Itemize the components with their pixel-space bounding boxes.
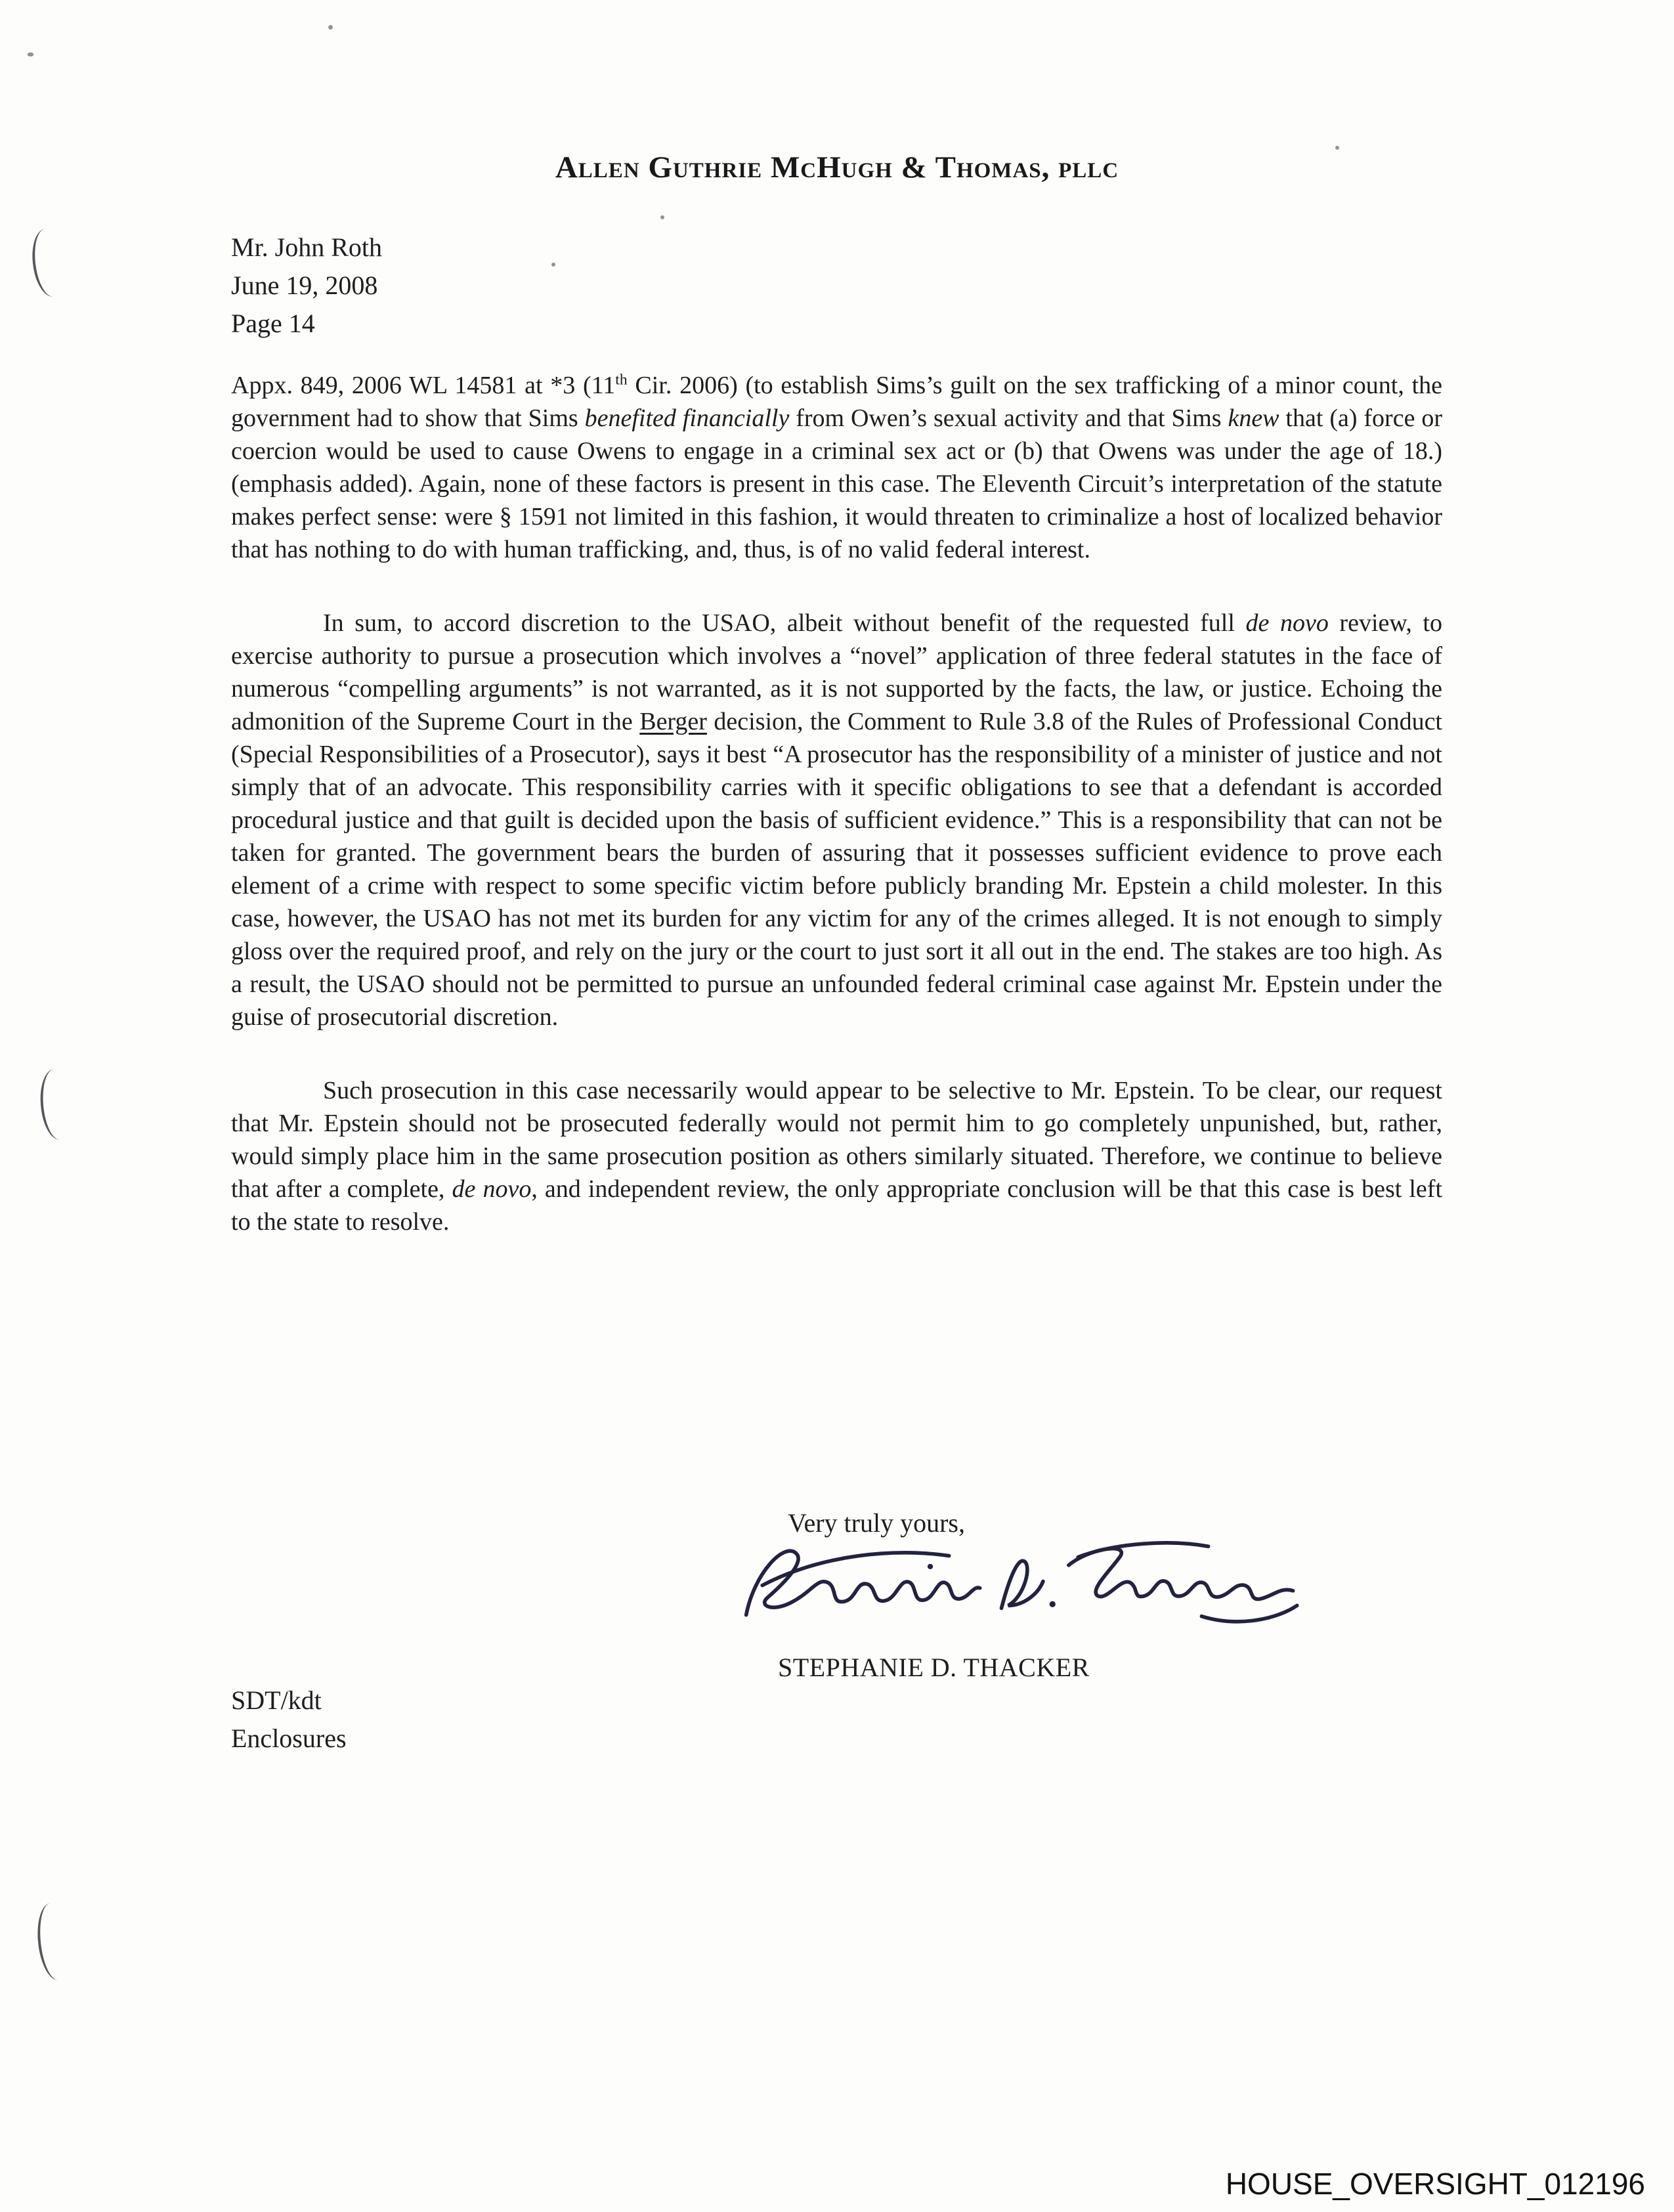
reference-initials: SDT/kdt: [231, 1685, 322, 1715]
oversight-stamp: HOUSE_OVERSIGHT_012196: [1225, 2167, 1645, 2201]
enclosures-label: Enclosures: [231, 1724, 347, 1753]
paragraph-1: Appx. 849, 2006 WL 14581 at *3 (11th Cir. 2006) (to establish Sims’s guilt on the sex trafficking of a minor count, the government had to show that Sims benefited financially from Owen’s sexual activity and that Sims knew that (a) force or coercion would be used to cause Owens to engage in a criminal sex act or (b) that Owens was under the age of 18.) (emphasis added). Again, none of these factors is present in this case. The Eleventh Circuit’s interpretation of the statute makes perfect sense: were § 1591 not limited in this fashion, it would threaten to criminalize a host of localized behavior that has nothing to do with human trafficking, and, thus, is of no valid federal interest.: [231, 371, 1443, 563]
scan-speckle: [660, 215, 664, 219]
typed-signature-name: STEPHANIE D. THACKER: [778, 1653, 1090, 1682]
scan-paren-artifact: [29, 227, 70, 298]
letter-date: June 19, 2008: [231, 271, 378, 300]
page-number: Page 14: [231, 309, 315, 338]
scan-paren-artifact: [34, 1901, 75, 1982]
letter-body: [231, 369, 1442, 1279]
scan-speckle: [328, 25, 333, 30]
scan-speckle: [28, 53, 33, 56]
recipient-name: Mr. John Roth: [231, 232, 383, 262]
scan-paren-artifact: [37, 1068, 76, 1141]
paragraph-3: Such prosecution in this case necessarily would appear to be selective to Mr. Epstein. To be clear, our request that Mr. Epstein should not be prosecuted federally would not permit him to go completely unpunished, but, rather, would simply place him in the same prosecution position as others similarly situated. Therefore, we continue to believe that after a complete, de novo, and independent review, the only appropriate conclusion will be that this case is best left to the state to resolve.: [231, 1077, 1443, 1236]
recipient-block: [231, 228, 382, 343]
valediction: Very truly yours,: [788, 1508, 965, 1538]
paragraph-2: In sum, to accord discretion to the USAO, albeit without benefit of the requested full de novo review, to exercise authority to pursue a prosecution which involves a “novel” application of three federal statutes in the face of numerous “compelling arguments” is not warranted, as it is not supported by the facts, the law, or justice. Echoing the admonition of the Supreme Court in the Berger decision, the Comment to Rule 3.8 of the Rules of Professional Conduct (Special Responsibilities of a Prosecutor), says it best “A prosecutor has the responsibility of a minister of justice and not simply that of an advocate. This responsibility carries with it specific obligations to see that a defendant is accorded procedural justice and that guilt is decided upon the basis of sufficient evidence.” This is a responsibility that can not be taken for granted. The government bears the burden of assuring that it possesses sufficient evidence to prove each element of a crime with respect to some specific victim before publicly branding Mr. Epstein a child molester. In this case, however, the USAO has not met its burden for any victim for any of the crimes alleged. It is not enough to simply gloss over the required proof, and rely on the jury or the court to just sort it all out in the end. The stakes are too high. As a result, the USAO should not be permitted to pursue an unfounded federal criminal case against Mr. Epstein under the guise of prosecutorial discretion.: [231, 609, 1442, 1031]
firm-name: Allen Guthrie McHugh & Thomas, pllc: [555, 150, 1119, 184]
scan-speckle: [551, 263, 555, 267]
